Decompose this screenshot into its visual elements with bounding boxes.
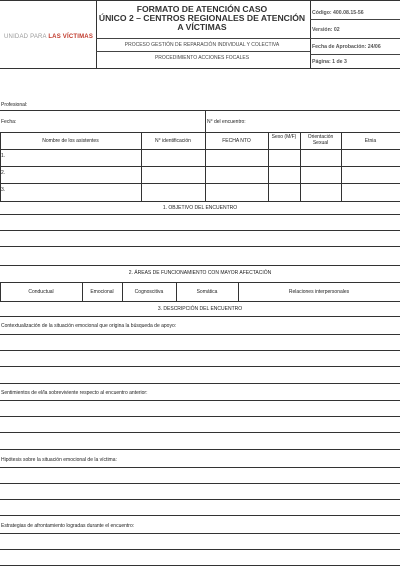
area-behavioral: Conductual: [28, 289, 54, 295]
col-header-sex: Sexo (M/F): [271, 134, 297, 140]
doc-code: Código: 400.08.15-56: [312, 10, 364, 16]
col-header-ethnicity: Etnia: [364, 138, 377, 144]
col-header-birth-date: FECHA NTO: [222, 138, 251, 144]
attendee-row-number: 2.: [1, 170, 6, 176]
date-label: Fecha:: [1, 119, 17, 125]
prompt-emotional-context: Contextualización de la situación emocional que origina la búsqueda de apoyo:: [1, 323, 177, 329]
section-objective-title: 1. OBJETIVO DEL ENCUENTRO: [162, 205, 238, 211]
prompt-survivor-feelings: Sentimientos de el/la sobreviviente respecto al encuentro anterior:: [1, 390, 148, 396]
area-cognitive: Cognoscitiva: [134, 289, 164, 295]
attendee-row-number: 1.: [1, 153, 6, 159]
area-interpersonal: Relaciones interpersonales: [288, 289, 350, 295]
approval-date: Fecha de Aprobación: 24/06: [312, 44, 381, 50]
doc-title-line-1: FORMATO DE ATENCIÓN CASO: [136, 4, 268, 14]
attendee-row-number: 3.: [1, 187, 6, 193]
prompt-emotional-hypothesis: Hipótesis sobre la situación emocional de la víctima:: [1, 457, 117, 463]
col-header-attendee-name: Nombre de los asistentes: [42, 138, 99, 144]
section-description-title: 3. DESCRIPCIÓN DEL ENCUENTRO: [157, 306, 243, 312]
procedure-name: PROCEDIMIENTO ACCIONES FOCALES: [154, 55, 250, 61]
section-areas-title: 2. ÁREAS DE FUNCIONAMIENTO CON MAYOR AFECTACIÓN: [128, 270, 272, 276]
col-header-sexual-orientation: Orientación Sexual: [307, 134, 334, 146]
professional-label: Profesional:: [1, 102, 28, 108]
doc-title-line-2: ÚNICO 2 – CENTROS REGIONALES DE ATENCIÓN: [98, 13, 306, 23]
logo: [4, 34, 93, 40]
process-name: PROCESO GESTIÓN DE REPARACIÓN INDIVIDUAL Y COLECTIVA: [124, 42, 280, 48]
doc-version: Versión: 02: [312, 27, 340, 33]
logo-text-victimas: LAS VÍCTIMAS: [48, 34, 94, 40]
prompt-coping-strategies: Estrategias de afrontamiento logradas durante el encuentro:: [1, 523, 135, 529]
area-emotional: Emocional: [90, 289, 114, 295]
meeting-number-label: N° del encuentro:: [207, 119, 246, 125]
logo-text-unidad: UNIDAD PARA: [4, 34, 49, 40]
col-header-id-number: N° identificación: [155, 138, 191, 144]
doc-title-line-3: A VÍCTIMAS: [177, 22, 227, 32]
page-number: Página: 1 de 3: [312, 59, 347, 65]
area-somatic: Somática: [196, 289, 218, 295]
